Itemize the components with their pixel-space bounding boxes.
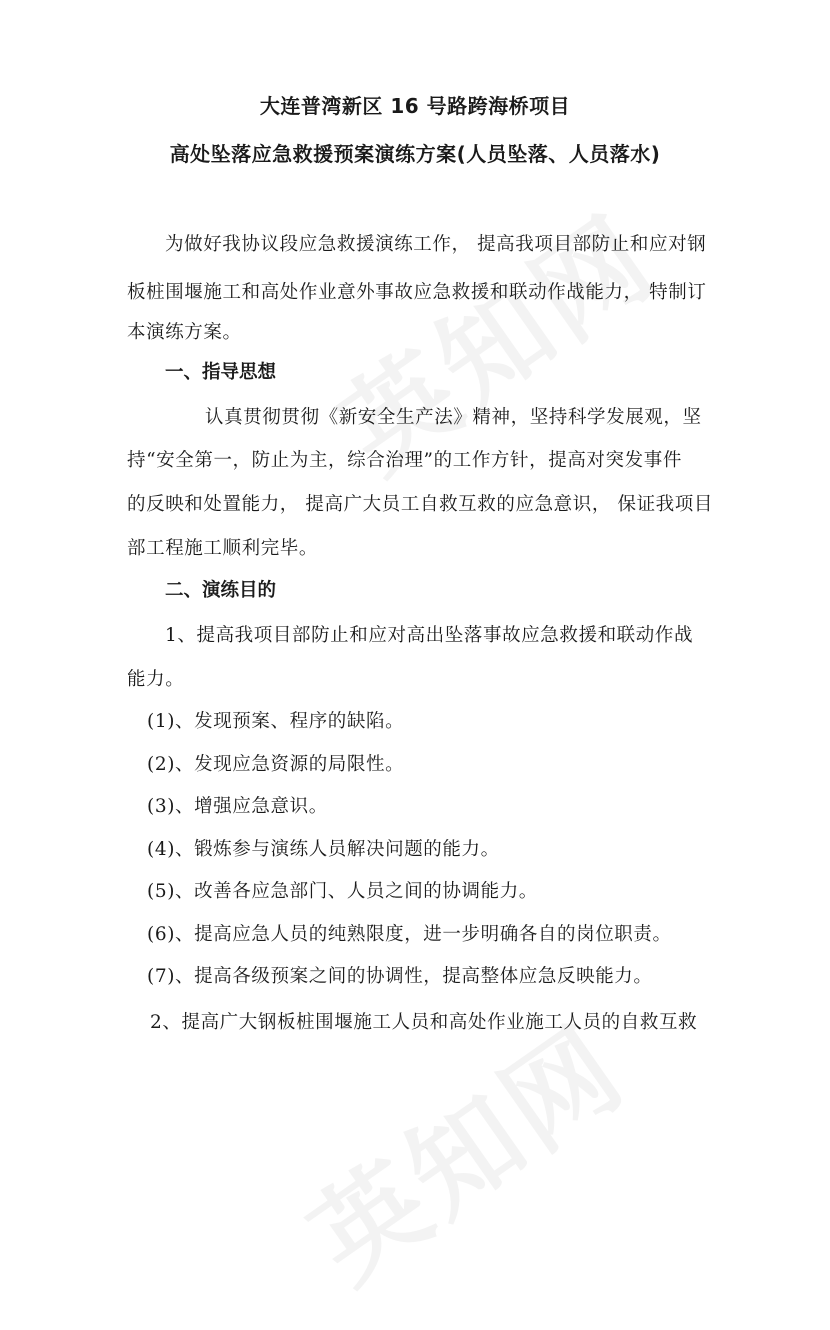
section-line: 认真贯彻贯彻《新安全生产法》精神，坚持科学发展观，坚 <box>205 407 702 428</box>
sub-list-item: (4)、锻炼参与演练人员解决问题的能力。 <box>147 839 500 860</box>
section-heading: 二、演练目的 <box>165 580 277 601</box>
section-heading: 一、指导思想 <box>165 362 277 383</box>
sub-list-item: (6)、提高应急人员的纯熟限度，进一步明确各自的岗位职责。 <box>147 924 672 945</box>
list-item: 1、提高我项目部防止和应对高出坠落事故应急救援和联动作战 <box>165 625 694 646</box>
sub-list-item: (2)、发现应急资源的局限性。 <box>147 754 405 775</box>
intro-line: 板桩围堰施工和高处作业意外事故应急救援和联动作战能力， 特制订 <box>127 282 707 303</box>
sub-list-item: (1)、发现预案、程序的缺陷。 <box>147 711 405 732</box>
section-line: 的反映和处置能力， 提高广大员工自救互救的应急意识， 保证我项目 <box>127 494 713 515</box>
intro-line: 为做好我协议段应急救援演练工作， 提高我项目部防止和应对钢 <box>165 234 707 255</box>
document-title: 大连普湾新区 16 号路跨海桥项目 <box>259 94 571 118</box>
section-line: 持“安全第一，防止为主，综合治理”的工作方针，提高对突发事件 <box>127 450 682 471</box>
intro-line: 本演练方案。 <box>127 322 242 343</box>
section-line: 部工程施工顺利完毕。 <box>127 538 319 559</box>
watermark <box>276 1010 625 1330</box>
list-item: 2、提高广大钢板桩围堰施工人员和高处作业施工人员的自救互救 <box>150 1012 698 1033</box>
document-subtitle: 高处坠落应急救援预案演练方案(人员坠落、人员落水) <box>169 142 661 166</box>
sub-list-item: (7)、提高各级预案之间的协调性，提高整体应急反映能力。 <box>147 966 653 987</box>
sub-list-item: (5)、改善各应急部门、人员之间的协调能力。 <box>147 881 538 902</box>
list-item: 能力。 <box>127 669 185 690</box>
sub-list-item: (3)、增强应急意识。 <box>147 796 328 817</box>
